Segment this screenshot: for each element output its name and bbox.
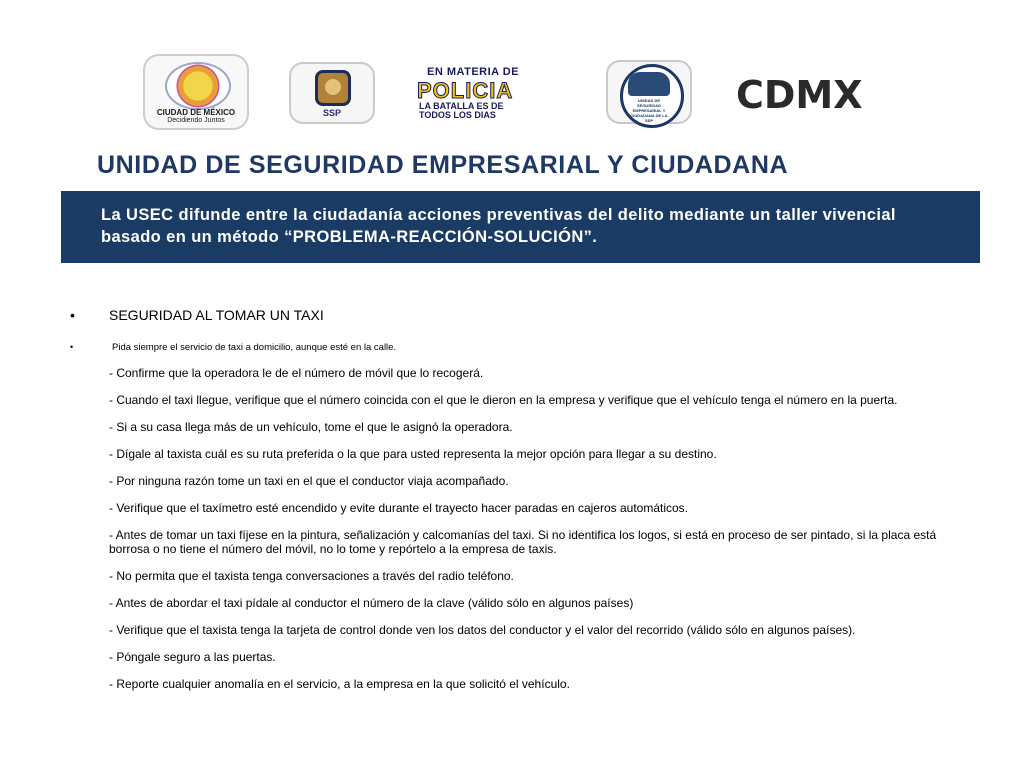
- sub-bullet-text: Pida siempre el servicio de taxi a domicilio, aunque esté en la calle.: [112, 342, 397, 353]
- list-item: - Antes de tomar un taxi fíjese en la pintura, señalización y calcomanías del taxi. Si no identifica los logos, si está en proceso de ser pintado, si la placa está borrosa o no tiene el número del móvil, no lo tome y repórtelo a la empresa de taxis.: [109, 528, 937, 556]
- ciudad-de-mexico-title: CIUDAD DE MÉXICO: [156, 108, 236, 117]
- list-item: - Reporte cualquier anomalía en el servicio, a la empresa en la que solicitó el vehículo.: [109, 677, 570, 691]
- ssp-logo: [289, 62, 375, 124]
- unidad-seguridad-logo: [606, 60, 692, 124]
- banner-text: La USEC difunde entre la ciudadanía acciones preventivas del delito mediante un taller vivencial basado en un método “PROBLEMA-REACCIÓN-SOLUCIÓN”.: [101, 206, 896, 246]
- list-item: - Si a su casa llega más de un vehículo, tome el que le asignó la operadora.: [109, 420, 513, 434]
- unidad-logo-text: UNIDAD DE SEGURIDAD EMPRESARIAL Y CIUDADANA DE LA SSP: [630, 98, 668, 123]
- list-item: - Verifique que el taxista tenga la tarjeta de control donde ven los datos del conductor y el valor del recorrido (válido sólo en algunos países).: [109, 623, 856, 637]
- tips-list: [109, 366, 979, 704]
- police-badge-icon: [315, 70, 351, 106]
- heading-bullet-text: SEGURIDAD AL TOMAR UN TAXI: [109, 307, 324, 323]
- ciudad-de-mexico-subtitle: Decidiendo Juntos: [167, 117, 225, 124]
- policia-logo: [415, 66, 563, 120]
- bullet-dot-icon: •: [70, 307, 75, 323]
- list-item: - Confirme que la operadora le de el número de móvil que lo recogerá.: [109, 366, 484, 380]
- people-silhouettes-icon: [628, 72, 670, 96]
- banner: [61, 191, 980, 263]
- angel-emblem-icon: [165, 62, 231, 110]
- list-item: - Antes de abordar el taxi pídale al conductor el número de la clave (válido sólo en algunos países): [109, 596, 634, 610]
- list-item: - Por ninguna razón tome un taxi en el que el conductor viaja acompañado.: [109, 474, 509, 488]
- policia-line3-b: TODOS LOS DIAS: [419, 110, 496, 120]
- cdmx-logo: CDMX: [736, 73, 863, 117]
- ssp-label: SSP: [322, 108, 341, 118]
- ciudad-de-mexico-logo: [143, 54, 249, 130]
- policia-line3-a: LA BATALLA ES DE: [419, 101, 504, 111]
- list-item: - Cuando el taxi llegue, verifique que el número coincida con el que le dieron en la empresa y verifique que el vehículo tenga el número en la puerta.: [109, 393, 898, 407]
- list-item: - Dígale al taxista cuál es su ruta preferida o la que para usted representa la mejor opción para llegar a su destino.: [109, 447, 717, 461]
- list-item: - No permita que el taxista tenga conversaciones a través del radio teléfono.: [109, 569, 514, 583]
- policia-line1: EN MATERIA DE: [427, 66, 520, 78]
- list-item: - Verifique que el taxímetro esté encendido y evite durante el trayecto hacer paradas en cajeros automáticos.: [109, 501, 688, 515]
- list-item: - Póngale seguro a las puertas.: [109, 650, 276, 664]
- policia-line3: [419, 102, 504, 120]
- bullet-dot-icon: •: [70, 342, 74, 352]
- policia-line2: POLICIA: [417, 78, 514, 103]
- page-title: UNIDAD DE SEGURIDAD EMPRESARIAL Y CIUDADANA: [97, 151, 789, 179]
